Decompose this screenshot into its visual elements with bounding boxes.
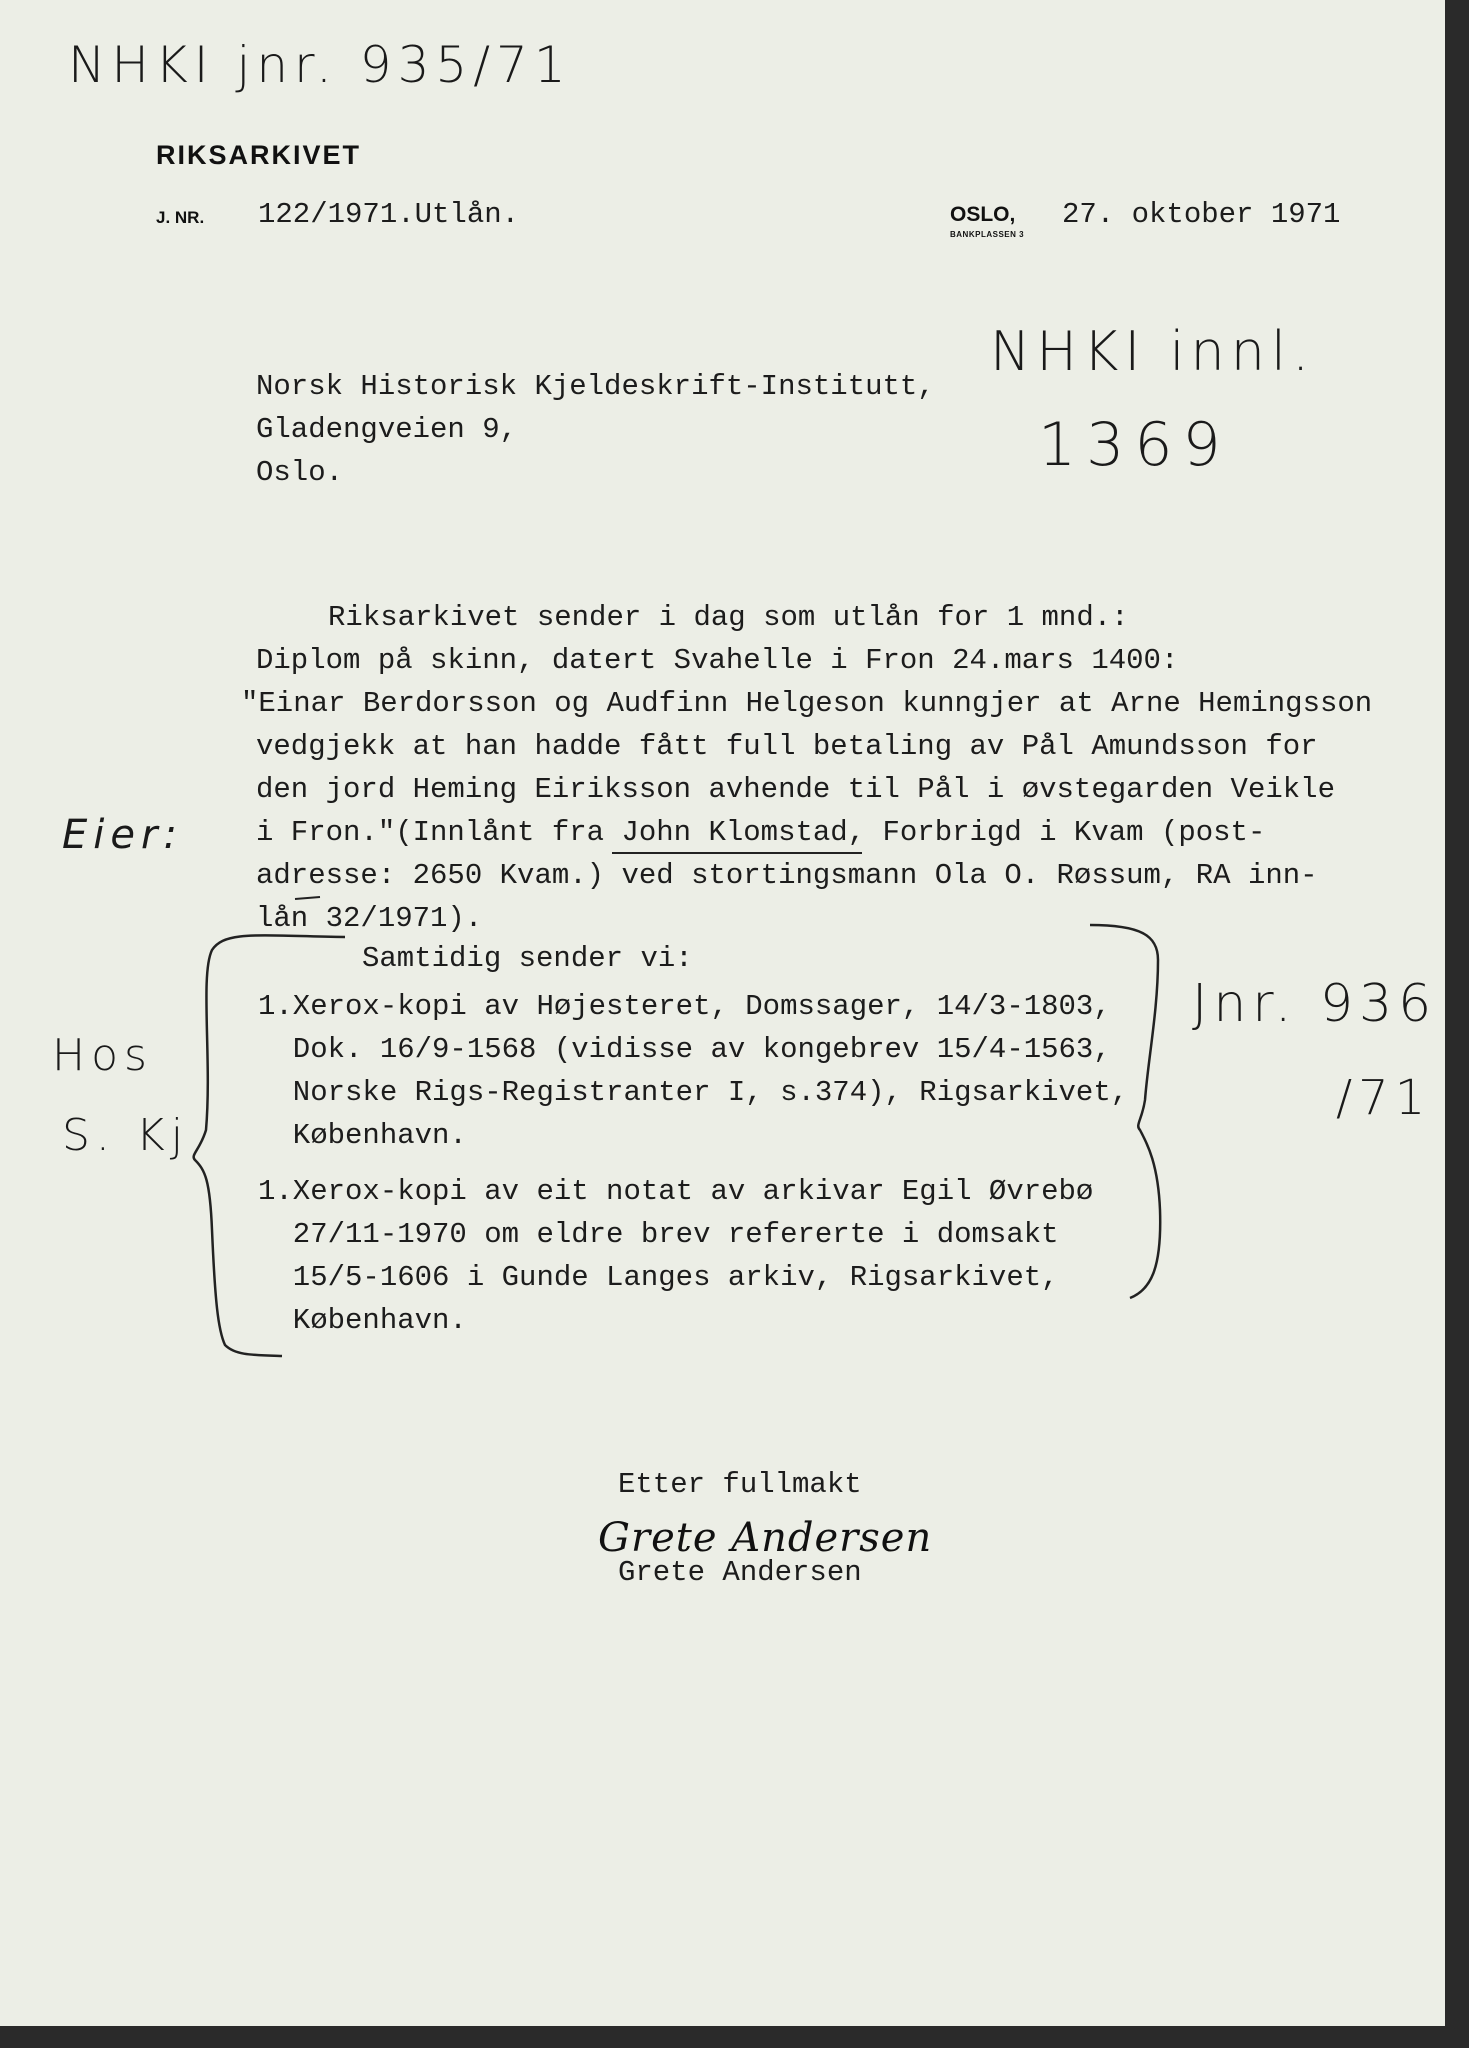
samtidig-heading: Samtidig sender vi:	[362, 942, 693, 975]
enclosure-line: København.	[258, 1304, 467, 1337]
org-name: RIKSARKIVET	[156, 140, 362, 170]
signature: Grete Andersen	[598, 1515, 933, 1561]
handwritten-eier: Eier:	[62, 812, 183, 858]
handwritten-sk: S. Kj	[62, 1110, 189, 1161]
handwritten-innl-number: 1369	[1038, 410, 1231, 480]
enclosure-line: 1.Xerox-kopi av eit notat av arkivar Egil Øvrebø	[258, 1175, 1094, 1208]
signatory-name: Grete Andersen	[618, 1556, 862, 1589]
body-line: adresse: 2650 Kvam.) ved stortingsmann Ola O. Røssum, RA inn-	[256, 859, 1318, 892]
jnr-value: 122/1971.Utlån.	[258, 198, 520, 231]
recipient-line-3: Oslo.	[256, 456, 344, 489]
enclosure-line: 15/5-1606 i Gunde Langes arkiv, Rigsarkivet,	[258, 1261, 1059, 1294]
body-line: den jord Heming Eiriksson avhende til Pål i øvstegarden Veikle	[256, 773, 1335, 806]
enclosure-line: København.	[258, 1119, 467, 1152]
city-label: OSLO,	[950, 203, 1016, 226]
jnr-label: J. NR.	[156, 208, 205, 227]
recipient-line-2: Gladengveien 9,	[256, 413, 518, 446]
enclosure-line: Norske Rigs-Registranter I, s.374), Rigsarkivet,	[258, 1076, 1129, 1109]
body-line: i Fron."(Innlånt fra John Klomstad, Forbrigd i Kvam (post-	[256, 816, 1266, 849]
handwritten-hos: Hos	[52, 1030, 153, 1081]
handwritten-top-ref: NHKI jnr. 935/71	[68, 36, 572, 94]
closing-authority: Etter fullmakt	[618, 1468, 862, 1501]
body-line: "Einar Berdorsson og Audfinn Helgeson kunngjer at Arne Hemingsson	[241, 687, 1373, 720]
enclosure-line: Dok. 16/9-1568 (vidisse av kongebrev 15/4-1563,	[258, 1033, 1111, 1066]
handwritten-innl-label: NHKI innl.	[990, 320, 1316, 383]
handwritten-jnr-936-year: /71	[1336, 1070, 1432, 1126]
body-line: Riksarkivet sender i dag som utlån for 1 mnd.:	[241, 601, 1129, 634]
address-label: BANKPLASSEN 3	[950, 230, 1025, 239]
letter-date: 27. oktober 1971	[1062, 198, 1341, 231]
recipient-line-1: Norsk Historisk Kjeldeskrift-Institutt,	[256, 370, 935, 403]
enclosure-line: 27/11-1970 om eldre brev refererte i domsakt	[258, 1218, 1059, 1251]
body-line: Diplom på skinn, datert Svahelle i Fron 24.mars 1400:	[256, 644, 1179, 677]
handwritten-jnr-936: Jnr. 936	[1192, 974, 1438, 1034]
enclosure-line: 1.Xerox-kopi av Højesteret, Domssager, 14/3-1803,	[258, 990, 1111, 1023]
body-line: lån 32/1971).	[256, 902, 483, 935]
body-line: vedgjekk at han hadde fått full betaling av Pål Amundsson for	[256, 730, 1318, 763]
